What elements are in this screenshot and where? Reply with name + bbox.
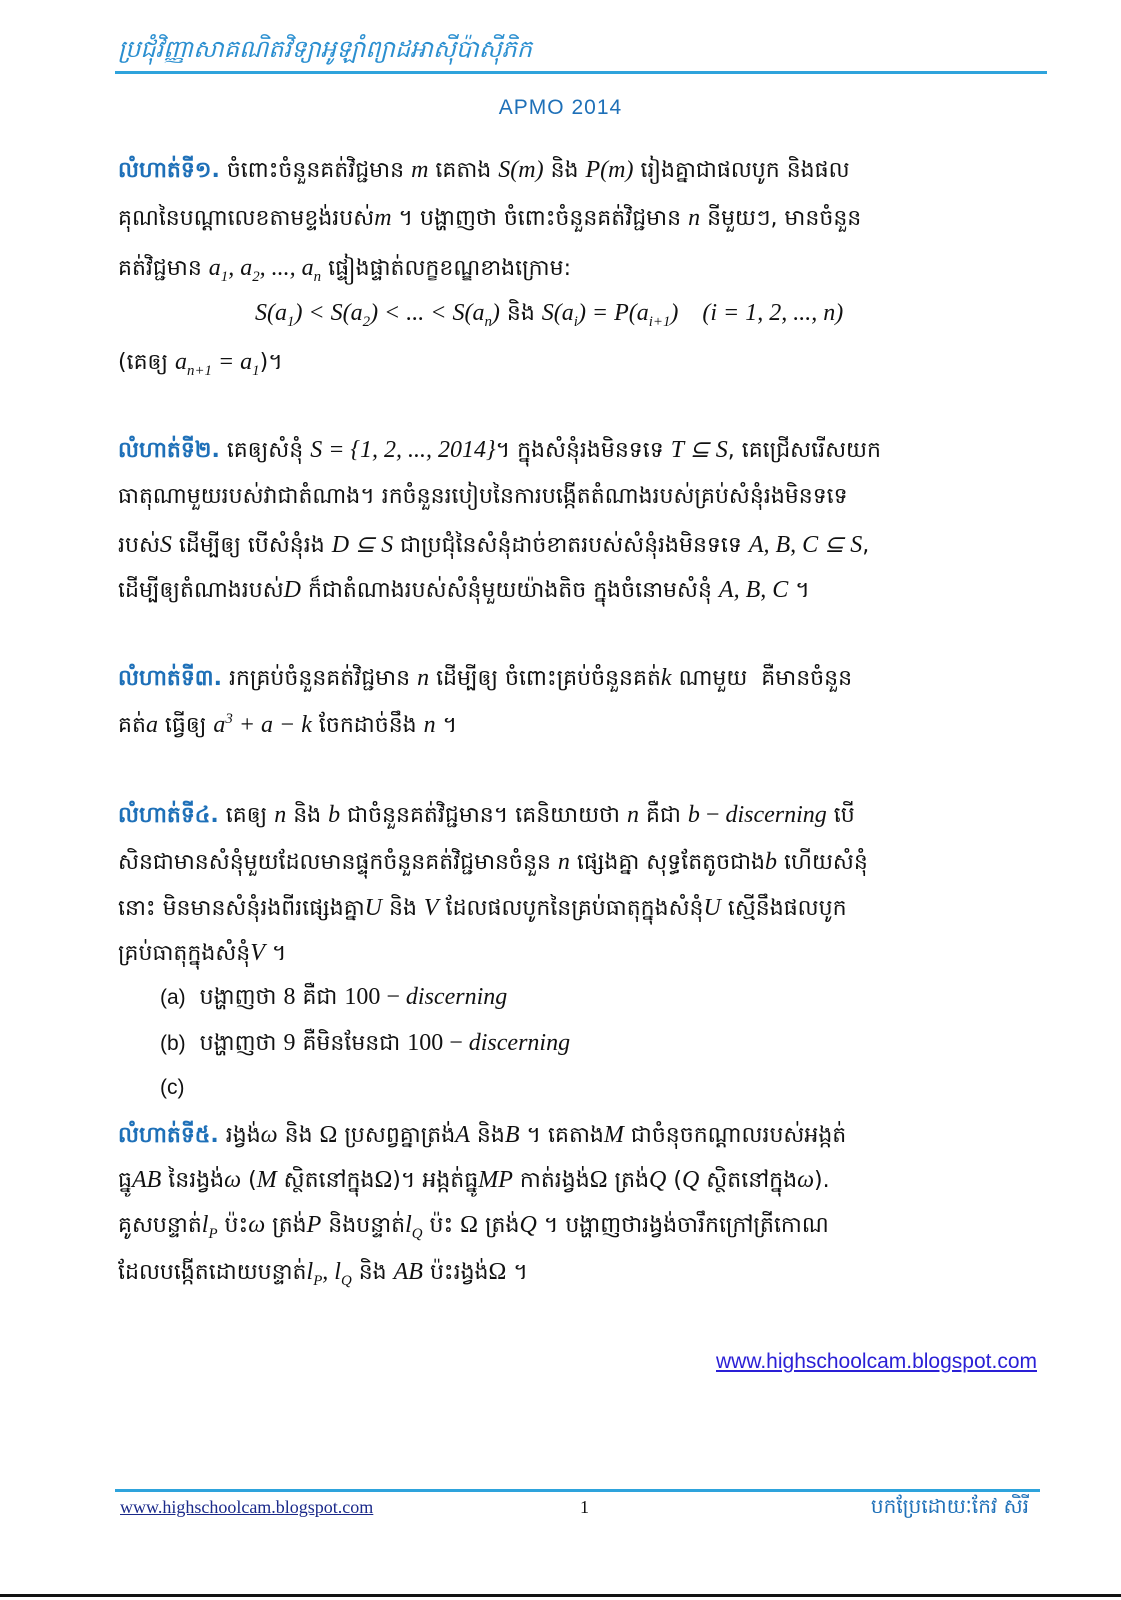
- math-base: l: [201, 1212, 209, 1238]
- part-label: (a): [160, 986, 186, 1009]
- math-expr: [577, 300, 671, 330]
- math-base: MP: [478, 1167, 513, 1193]
- khmer-text: និង: [277, 1123, 320, 1148]
- math-expr: [307, 1212, 322, 1238]
- math-expr: [704, 895, 721, 921]
- khmer-text: ផ្ទៀងផ្ទាត់លក្ខខណ្ឌខាងក្រោម:: [321, 256, 571, 281]
- khmer-text: ។: [788, 578, 810, 603]
- math-expr: [505, 1122, 520, 1148]
- problem-5-line-3: [118, 1205, 1043, 1245]
- math-base: ω: [224, 1167, 242, 1193]
- khmer-text: រង្វង់: [218, 1123, 261, 1148]
- problem-4-line-4: [118, 933, 1043, 973]
- math-base: b: [765, 849, 778, 875]
- math-expr: [455, 1122, 470, 1148]
- math-base: , ..., a: [259, 255, 314, 281]
- khmer-text: ធ្នូ: [118, 1168, 132, 1193]
- math-base: Ω: [589, 1167, 608, 1193]
- math-expr: [407, 1030, 469, 1056]
- math-expr: [228, 255, 260, 285]
- khmer-text: និង: [543, 158, 586, 183]
- problem-2-line-3: [118, 525, 1043, 565]
- problem-3-label: លំហាត់ទី៣.: [118, 666, 222, 691]
- problem-5-label: លំហាត់ទី៥.: [118, 1123, 219, 1148]
- khmer-text: និង: [351, 1260, 394, 1285]
- math-base: k: [660, 665, 672, 691]
- khmer-text: សិនជាមានសំនុំមួយដែលមានផ្ទុកចំនួនគត់វិជ្ជមានចំនួន: [118, 850, 558, 875]
- math-base: U: [703, 895, 721, 921]
- math-expr: [460, 1212, 478, 1238]
- math-expr: [725, 802, 826, 828]
- math-base: , l: [322, 1259, 341, 1285]
- math-expr: [274, 802, 286, 828]
- math-expr: [489, 1259, 507, 1285]
- math-subscript: 1: [252, 362, 260, 379]
- khmer-text: គ្រប់ធាតុក្នុងសំនុំ: [118, 941, 251, 966]
- khmer-text: ចំពោះចំនួនគត់វិជ្ជមាន: [219, 158, 412, 183]
- math-base: Ω: [374, 1167, 393, 1193]
- math-expr: [411, 157, 428, 183]
- math-expr: [649, 1167, 666, 1193]
- khmer-text: ។: [435, 713, 458, 738]
- math-base: m: [374, 205, 392, 231]
- khmer-text: និង: [382, 896, 424, 921]
- math-expr: [719, 577, 788, 603]
- math-expr: [478, 1167, 513, 1193]
- math-base: 100 −: [344, 984, 406, 1010]
- math-expr: [627, 802, 639, 828]
- math-expr: [320, 1122, 338, 1148]
- math-expr: [332, 532, 393, 558]
- math-base: Ω: [460, 1212, 479, 1238]
- math-expr: [175, 349, 212, 379]
- math-subscript: 1: [220, 268, 229, 285]
- math-base: P(m): [585, 157, 634, 183]
- math-base: S(m): [498, 157, 544, 183]
- khmer-text: ចែកដាច់នឹង: [311, 713, 424, 738]
- problem-4-part-c: [160, 1068, 1043, 1108]
- problem-1-label: លំហាត់ទី១.: [118, 158, 220, 183]
- problem-4-part-a: [160, 977, 1043, 1017]
- math-subscript: Q: [340, 1272, 352, 1289]
- math-base: A, B, C: [718, 577, 789, 603]
- math-base: l: [306, 1259, 314, 1285]
- math-base: 8: [283, 984, 296, 1010]
- math-expr: [424, 712, 436, 738]
- math-base: ): [491, 300, 500, 326]
- khmer-text: (គេឲ្យ: [118, 350, 176, 375]
- math-base: l: [405, 1212, 412, 1238]
- khmer-text: ដើម្បីឲ្យ ចំពោះគ្រប់ចំនួនគត់: [429, 666, 661, 691]
- math-expr: [498, 157, 543, 183]
- part-label: (c): [160, 1076, 185, 1099]
- khmer-text: ប៉ះ: [422, 1213, 461, 1238]
- khmer-text: )។ អង្កត់ធ្នូ: [392, 1168, 479, 1193]
- khmer-text: ហើយសំនុំ: [777, 850, 868, 875]
- math-base: m: [411, 157, 429, 183]
- footer-rule: [115, 1489, 1040, 1492]
- math-base: D: [283, 577, 301, 603]
- khmer-text: , គេជ្រើសរើសយក: [727, 438, 881, 463]
- khmer-text: ផ្សេងគ្នា សុទ្ធតែតូចជាង: [569, 850, 766, 875]
- problem-1-line-1: [118, 150, 1043, 190]
- math-expr: [374, 205, 391, 231]
- math-expr: [661, 665, 672, 691]
- khmer-text: នោះ មិនមានសំនុំរងពីរផ្សេងគ្នា: [118, 896, 365, 921]
- khmer-text: ប្រសព្វគ្នាត្រង់: [337, 1123, 456, 1148]
- math-base: Q: [649, 1167, 667, 1193]
- khmer-text: ធាតុណាមួយរបស់វាជាតំណាង។ រកចំនួនរបៀបនៃការបង្កើតតំណាងរបស់គ្រប់សំនុំរងមិនទទេ: [118, 484, 848, 509]
- khmer-text: និង: [286, 803, 329, 828]
- math-base: discerning: [725, 802, 827, 828]
- problem-2-line-4: [118, 570, 1043, 610]
- khmer-text: រកគ្រប់ចំនួនគត់វិជ្ជមាន: [221, 666, 418, 691]
- math-expr: [294, 300, 371, 330]
- footer-translator: បកប្រែដោយៈកែវ សិរី: [870, 1494, 1029, 1518]
- math-base: Ω: [488, 1259, 507, 1285]
- math-base: , a: [228, 255, 253, 281]
- math-base: n: [417, 665, 430, 691]
- math-expr: [310, 437, 495, 463]
- khmer-text: ជាប្រជុំនៃសំនុំដាច់ខាតរបស់សំនុំរងមិនទទេ: [393, 533, 749, 558]
- math-expr: [132, 1167, 161, 1193]
- math-expr: [417, 665, 429, 691]
- math-base: A: [455, 1122, 470, 1148]
- part-label: (b): [160, 1032, 186, 1055]
- math-expr: [261, 1122, 278, 1148]
- math-expr: [797, 1167, 814, 1193]
- problem-5-line-4: [118, 1252, 1043, 1292]
- math-expr: [405, 1212, 423, 1242]
- math-subscript: i+1: [648, 313, 671, 330]
- math-expr: [688, 205, 700, 231]
- math-base: D ⊆ S: [331, 532, 394, 558]
- math-subscript: n+1: [187, 362, 212, 379]
- math-subscript: Q: [411, 1225, 423, 1242]
- problem-5-line-1: [118, 1115, 1043, 1155]
- problem-2-line-1: [118, 430, 1043, 470]
- math-base: discerning: [468, 1030, 571, 1056]
- khmer-text: គូសបន្ទាត់: [118, 1213, 202, 1238]
- math-expr: [671, 437, 728, 463]
- problem-4-line-2: [118, 842, 1043, 882]
- problem-4-line-1: [118, 795, 1043, 835]
- khmer-text: ត្រង់: [607, 1168, 650, 1193]
- khmer-text: ។: [506, 1260, 528, 1285]
- math-base: b: [687, 802, 700, 828]
- math-subscript: P: [208, 1225, 218, 1242]
- math-base: M: [256, 1167, 277, 1193]
- math-base: discerning: [405, 984, 508, 1010]
- math-base: B: [504, 1122, 520, 1148]
- math-expr: [469, 1030, 570, 1056]
- math-base: n: [557, 849, 570, 875]
- math-base: b: [328, 802, 341, 828]
- khmer-text: គត់: [118, 713, 146, 738]
- math-subscript: P: [313, 1272, 323, 1289]
- khmer-text: នៃរង្វង់: [161, 1168, 225, 1193]
- khmer-text: ស្ថិតនៅក្នុង: [699, 1168, 798, 1193]
- math-expr: [394, 1259, 423, 1285]
- math-expr: [211, 349, 260, 379]
- math-base: n: [688, 205, 701, 231]
- math-expr: [208, 255, 229, 285]
- problem-4-line-3: [118, 888, 1043, 928]
- math-base: 100 −: [407, 1030, 469, 1056]
- khmer-text: ណាមួយ គឺមានចំនួន: [671, 666, 853, 691]
- math-base: M: [603, 1122, 624, 1148]
- khmer-text: ធ្វើឲ្យ: [157, 713, 214, 738]
- math-base: AB: [393, 1259, 423, 1285]
- math-expr: [682, 1167, 699, 1193]
- math-expr: [344, 984, 406, 1010]
- math-base: AB: [131, 1167, 162, 1193]
- math-base: 9: [283, 1030, 296, 1056]
- khmer-text: ដើម្បីឲ្យ បើសំនុំរង: [171, 533, 332, 558]
- math-base: n: [423, 712, 436, 738]
- math-expr: [424, 895, 439, 921]
- khmer-text: គឺជា: [638, 803, 688, 828]
- math-supscript: 3: [225, 711, 233, 727]
- khmer-text: នីមួយៗ, មានចំនួន: [700, 206, 862, 231]
- document-title: APMO 2014: [498, 96, 623, 119]
- math-expr: [365, 895, 382, 921]
- problem-3-line-1: [118, 658, 1043, 698]
- khmer-text: ។ បង្ហាញថារង្វង់ចារឹកក្រៅត្រីកោណ: [536, 1213, 829, 1238]
- math-base: T ⊆ S: [670, 437, 728, 463]
- page-number: 1: [580, 1497, 589, 1517]
- khmer-text: ជាចំនួនគត់វិជ្ជមាន។ គេនិយាយថា: [340, 803, 627, 828]
- math-expr: [146, 712, 158, 738]
- math-expr: [749, 532, 862, 558]
- math-expr: [255, 300, 295, 330]
- math-expr: [700, 802, 726, 828]
- math-expr: [283, 1030, 295, 1056]
- math-subscript: n: [484, 313, 492, 330]
- math-base: S: [159, 532, 172, 558]
- khmer-text: គត់វិជ្ជមាន: [118, 256, 209, 281]
- math-expr: [257, 1167, 277, 1193]
- math-expr: [492, 300, 500, 326]
- math-expr: [306, 1259, 323, 1289]
- math-base: ) < ... < S(a: [370, 300, 485, 326]
- problem-3-line-2: [118, 705, 1043, 745]
- problem-1-line-5: [118, 342, 1043, 382]
- khmer-text: ).: [814, 1168, 830, 1193]
- khmer-text: ប៉ះ: [217, 1213, 249, 1238]
- problem-2-label: លំហាត់ទី២.: [118, 438, 220, 463]
- math-base: a: [175, 349, 188, 375]
- khmer-text: ត្រង់: [265, 1213, 307, 1238]
- math-base: + a − k: [232, 712, 312, 738]
- math-base: ): [670, 300, 679, 326]
- khmer-text: និងបន្ទាត់: [321, 1213, 406, 1238]
- math-base: V: [423, 895, 439, 921]
- khmer-text: ។ ក្នុងសំនុំរងមិនទទេ: [495, 438, 671, 463]
- problem-1-line-3: [118, 248, 1043, 288]
- khmer-text: និង: [469, 1123, 505, 1148]
- khmer-text: )។: [259, 350, 283, 375]
- math-subscript: 1: [287, 313, 295, 330]
- khmer-text: គឺជា: [295, 985, 345, 1010]
- khmer-text: គេតាង: [428, 158, 499, 183]
- math-base: A, B, C ⊆ S: [748, 532, 863, 558]
- problem-1-formula: [255, 293, 1043, 333]
- math-expr: [590, 1167, 608, 1193]
- math-expr: [558, 849, 570, 875]
- math-expr: [233, 712, 312, 738]
- math-base: Q: [519, 1212, 537, 1238]
- source-link[interactable]: www.highschoolcam.blogspot.com: [716, 1350, 1037, 1373]
- math-expr: [201, 1212, 218, 1242]
- khmer-text: ដែលបង្កើតដោយបន្ទាត់: [118, 1260, 307, 1285]
- math-base: Ω: [319, 1122, 338, 1148]
- math-expr: [520, 1212, 537, 1238]
- problem-4-part-b: [160, 1023, 1043, 1063]
- math-expr: [328, 802, 340, 828]
- khmer-text: ដែលផលបូកនៃគ្រប់ធាតុក្នុងសំនុំ: [438, 896, 704, 921]
- math-base: Q: [681, 1167, 700, 1193]
- header-rule: [115, 71, 1047, 74]
- khmer-text: ប៉ះរង្វង់: [422, 1260, 489, 1285]
- khmer-text: (: [666, 1168, 682, 1193]
- math-subscript: n: [313, 268, 322, 285]
- math-expr: [160, 532, 172, 558]
- math-base: a: [145, 712, 158, 738]
- math-base: a: [213, 712, 226, 738]
- khmer-text: ស្ថិតនៅក្នុង: [276, 1168, 375, 1193]
- math-base: ω: [260, 1122, 278, 1148]
- math-base: S(a: [255, 300, 287, 326]
- math-expr: [374, 1167, 392, 1193]
- math-expr: [284, 577, 301, 603]
- khmer-text: គេឲ្យ: [218, 803, 275, 828]
- math-base: ω: [797, 1167, 815, 1193]
- problem-2-line-2: [118, 477, 1043, 517]
- math-expr: [406, 984, 507, 1010]
- math-base: ) < S(a: [294, 300, 363, 326]
- khmer-text: គេឲ្យសំនុំ: [219, 438, 311, 463]
- math-expr: [604, 1122, 624, 1148]
- khmer-text: ,: [862, 533, 870, 558]
- khmer-text: និង: [499, 301, 542, 326]
- footer-site-link[interactable]: www.highschoolcam.blogspot.com: [120, 1497, 374, 1517]
- math-base: ) = P(a: [577, 300, 649, 326]
- khmer-text: គឺមិនមែនជា: [295, 1031, 408, 1056]
- math-expr: [259, 255, 322, 285]
- khmer-text: រៀងគ្នាជាផលបូក និងផល: [633, 158, 850, 183]
- khmer-text: ក៏ជាតំណាងរបស់សំនុំមួយយ៉ាងតិច ក្នុងចំនោមសំនុំ: [301, 578, 719, 603]
- khmer-text: ដើម្បីឲ្យតំណាងរបស់: [118, 578, 284, 603]
- khmer-text: បង្ហាញថា: [185, 1031, 284, 1056]
- math-expr: [541, 300, 578, 330]
- math-expr: [213, 712, 232, 738]
- khmer-text: របស់: [118, 533, 160, 558]
- math-expr: [322, 1259, 352, 1289]
- math-expr: [678, 300, 843, 326]
- math-base: U: [364, 895, 382, 921]
- khmer-text: គុណនៃបណ្តាលេខតាមខ្ទង់របស់: [118, 206, 375, 231]
- math-subscript: i: [573, 313, 578, 330]
- math-expr: [224, 1167, 241, 1193]
- math-expr: [248, 1212, 265, 1238]
- khmer-text: ។ គេតាង: [519, 1123, 604, 1148]
- math-base: n: [274, 802, 287, 828]
- math-base: P: [306, 1212, 322, 1238]
- khmer-text: បង្ហាញថា: [185, 985, 284, 1010]
- khmer-text: ជាចំនុចកណ្តាលរបស់អង្កត់: [623, 1123, 847, 1148]
- math-expr: [586, 157, 634, 183]
- khmer-text: ។ បង្ហាញថា ចំពោះចំនួនគត់វិជ្ជមាន: [391, 206, 689, 231]
- math-expr: [688, 802, 700, 828]
- khmer-text: (: [241, 1168, 257, 1193]
- khmer-text: បើ: [826, 803, 855, 828]
- problem-1-line-2: [118, 198, 1043, 238]
- math-expr: [250, 940, 265, 966]
- problem-4-label: លំហាត់ទី៤.: [118, 803, 219, 828]
- khmer-text: កាត់រង្វង់: [512, 1168, 590, 1193]
- math-base: ω: [248, 1212, 266, 1238]
- math-base: S = {1, 2, ..., 2014}: [310, 437, 496, 463]
- khmer-text: ស្មើនឹងផលបូក: [720, 896, 847, 921]
- math-base: (i = 1, 2, ..., n): [678, 300, 844, 326]
- math-base: a: [208, 255, 221, 281]
- math-expr: [765, 849, 777, 875]
- page-bottom-border: [0, 1594, 1121, 1597]
- math-base: = a: [211, 349, 253, 375]
- math-subscript: 2: [362, 313, 371, 330]
- khmer-text: ត្រង់: [478, 1213, 520, 1238]
- header-title: ប្រជុំវិញ្ញាសាគណិតវិទ្យាអូឡាំព្យាដអាស៊ីប៉ាស៊ីភិក: [118, 35, 533, 63]
- math-base: V: [250, 940, 265, 966]
- math-base: −: [699, 802, 726, 828]
- math-base: n: [626, 802, 639, 828]
- math-base: S(a: [541, 300, 574, 326]
- math-expr: [283, 984, 295, 1010]
- khmer-text: ។: [264, 941, 287, 966]
- math-expr: [370, 300, 492, 330]
- math-subscript: 2: [252, 268, 260, 285]
- problem-5-line-2: [118, 1160, 1043, 1200]
